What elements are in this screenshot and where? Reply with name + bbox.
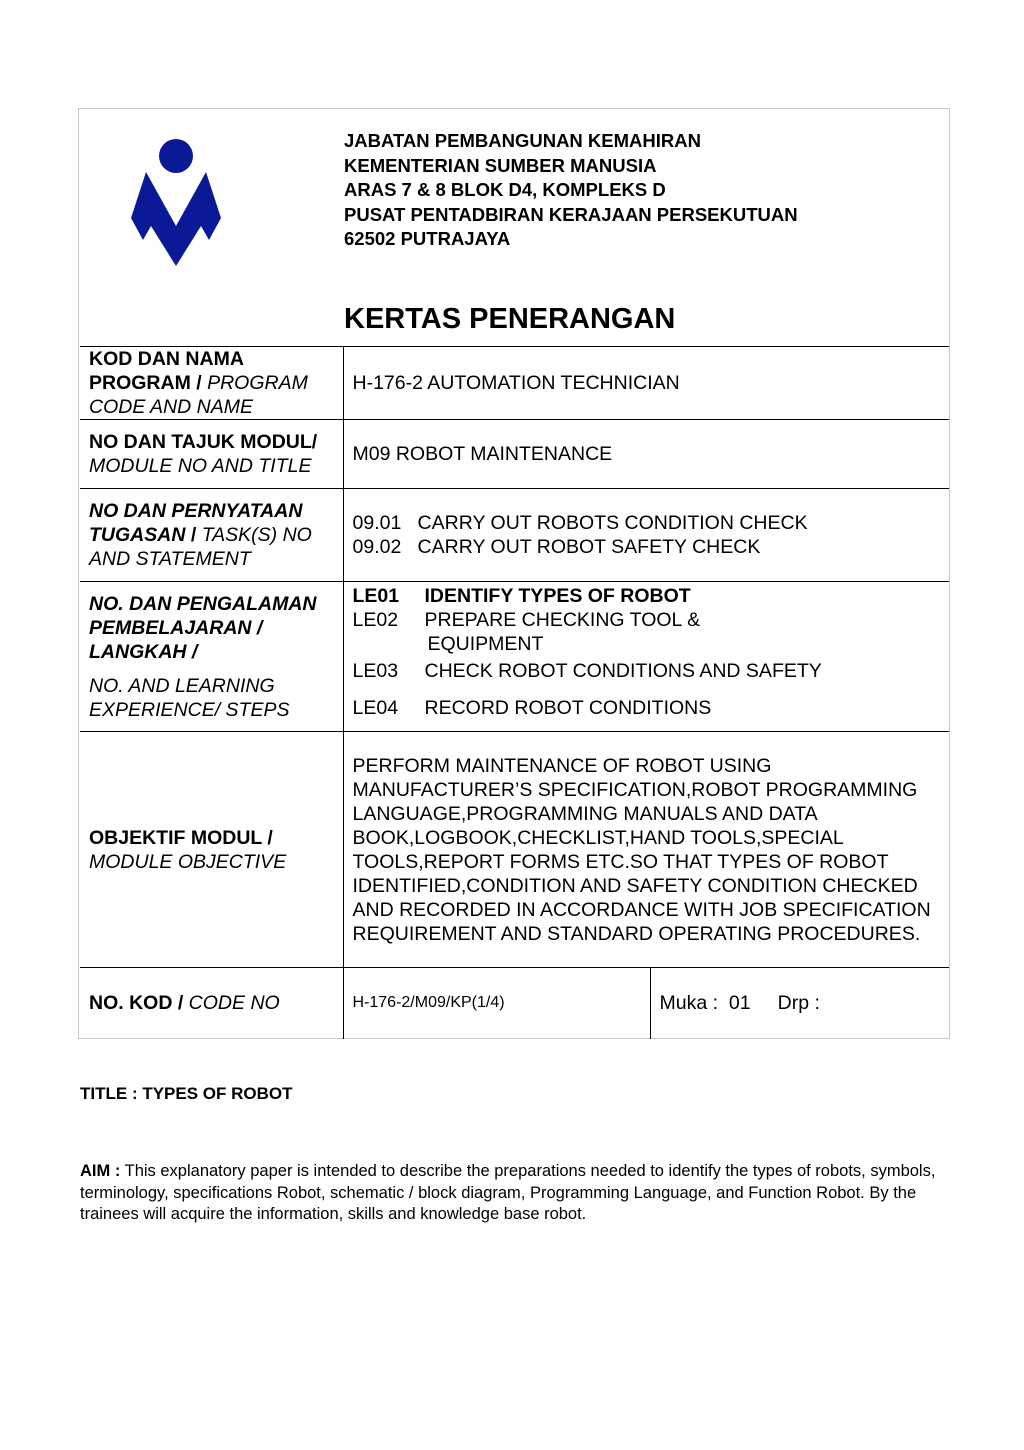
organization-address <box>344 129 798 252</box>
program-row <box>80 347 949 420</box>
tasks-label: NO DAN PERNYATAAN TUGASAN / TASK(S) NO AND STATEMENT <box>80 489 343 582</box>
page-number: Muka : 01 Drp : <box>650 968 949 1039</box>
section-title: TITLE : TYPES OF ROBOT <box>80 1084 293 1103</box>
aim-paragraph <box>80 1161 960 1226</box>
learning-item: LE02 PREPARE CHECKING TOOL & <box>352 609 701 631</box>
code-row <box>80 968 949 1039</box>
org-line: KEMENTERIAN SUMBER MANUSIA <box>344 154 657 176</box>
module-info-table <box>80 346 949 1039</box>
learning-item: LE03 CHECK ROBOT CONDITIONS AND SAFETY <box>352 660 822 682</box>
objective-value: PERFORM MAINTENANCE OF ROBOT USING MANUFACTURER’S SPECIFICATION,ROBOT PROGRAMMING LANGUAGE,PROGRAMMING MANUALS AND DATA BOOK,LOGBOOK,CHECKLIST,HAND TOOLS,SPECIAL TOOLS,REPORT FORMS ETC.SO THAT TYPES OF ROBOT IDENTIFIED,CONDITION AND SAFETY CONDITION CHECKED AND RECORDED IN ACCORDANCE WITH JOB SPECIFICATION REQUIREMENT AND STANDARD OPERATING PROCEDURES. <box>343 732 949 968</box>
org-line: JABATAN PEMBANGUNAN KEMAHIRAN <box>344 130 701 151</box>
learning-value <box>343 582 949 732</box>
org-line: 62502 PUTRAJAYA <box>344 228 511 249</box>
task-item: 09.01 CARRY OUT ROBOTS CONDITION CHECK <box>352 512 808 534</box>
tasks-value <box>343 489 949 582</box>
module-value: M09 ROBOT MAINTENANCE <box>343 420 949 489</box>
learning-row <box>80 582 949 732</box>
aim-label: AIM : <box>80 1162 121 1180</box>
program-label: KOD DAN NAMA PROGRAM / PROGRAM CODE AND NAME <box>80 347 343 420</box>
document-title: KERTAS PENERANGAN <box>344 303 676 335</box>
module-label: NO DAN TAJUK MODUL/ MODULE NO AND TITLE <box>80 420 343 489</box>
objective-label: OBJEKTIF MODUL / MODULE OBJECTIVE <box>80 732 343 968</box>
code-label: NO. KOD / CODE NO <box>80 968 343 1039</box>
aim-text: This explanatory paper is intended to describe the preparations needed to identify the types of robots, symbols, terminology, specifications Robot, schematic / block diagram, Programming Language, and Function Robot. By the trainees will acquire the information, skills and knowledge base robot. <box>80 1162 936 1223</box>
learning-label: NO. DAN PENGALAMAN PEMBELAJARAN / LANGKAH / NO. AND LEARNING EXPERIENCE/ STEPS <box>80 582 343 732</box>
learning-item: LE04 RECORD ROBOT CONDITIONS <box>352 697 712 719</box>
code-value: H-176-2/M09/KP(1/4) <box>343 968 650 1039</box>
objective-row <box>80 732 949 968</box>
org-line: PUSAT PENTADBIRAN KERAJAAN PERSEKUTUAN <box>344 203 798 225</box>
program-value: H-176-2 AUTOMATION TECHNICIAN <box>343 347 949 420</box>
learning-item: LE01 IDENTIFY TYPES OF ROBOT <box>352 585 691 607</box>
jpk-logo-icon <box>131 136 221 268</box>
org-line: ARAS 7 & 8 BLOK D4, KOMPLEKS D <box>344 179 666 200</box>
module-row <box>80 420 949 489</box>
learning-item-continuation: EQUIPMENT <box>427 633 544 655</box>
tasks-row <box>80 489 949 582</box>
task-item: 09.02 CARRY OUT ROBOT SAFETY CHECK <box>352 536 761 558</box>
